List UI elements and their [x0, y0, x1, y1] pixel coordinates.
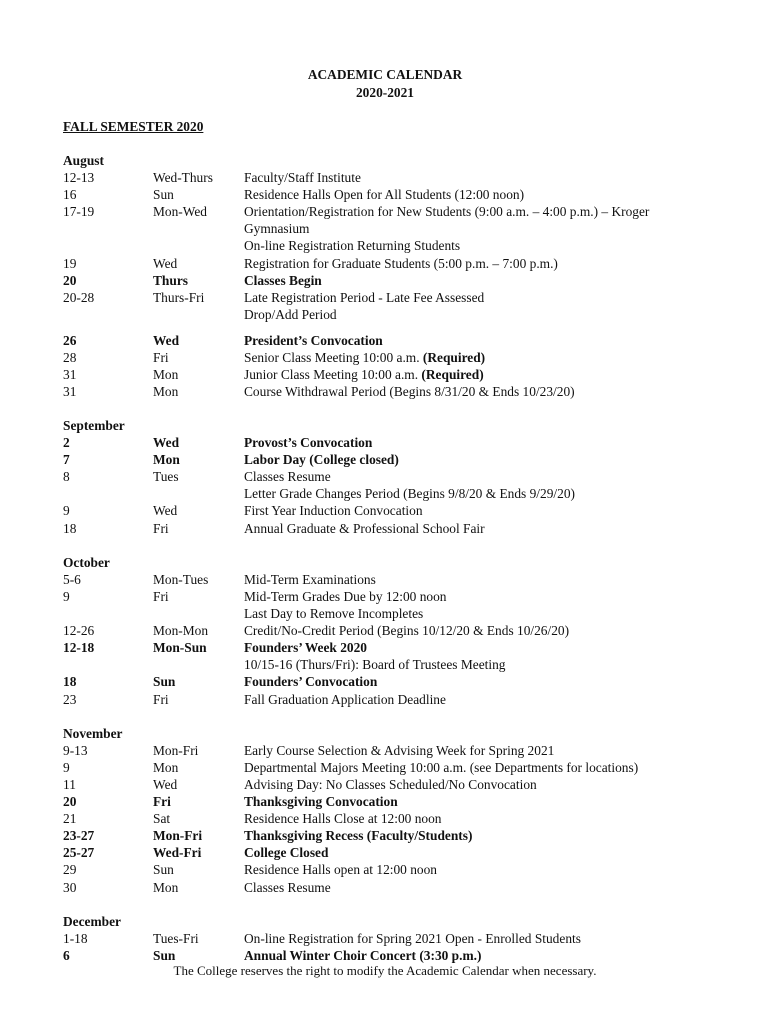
academic-year: 2020-2021: [355, 85, 415, 100]
calendar-row: [63, 366, 753, 383]
calendar-row: [63, 383, 753, 400]
event-description: Senior Class Meeting 10:00 a.m. (Required): [244, 349, 486, 365]
calendar-row: [63, 588, 753, 605]
event-weekday: Fri: [153, 588, 169, 604]
calendar-row: [63, 255, 753, 272]
calendar-row: [63, 502, 753, 519]
event-description: Annual Graduate & Professional School Fair: [244, 520, 485, 536]
event-date: 16: [63, 187, 77, 203]
calendar-row: [63, 742, 753, 759]
event-date: 9: [63, 759, 70, 775]
event-weekday: Mon-Tues: [153, 571, 209, 587]
calendar-row: [63, 930, 753, 947]
event-description: Labor Day (College closed): [244, 452, 399, 468]
event-description: Residence Halls Close at 12:00 noon: [244, 811, 442, 827]
calendar-row: [63, 203, 753, 220]
event-weekday: Wed: [153, 776, 178, 792]
event-description: Orientation/Registration for New Students (9:00 a.m. – 4:00 p.m.) – Kroger: [244, 204, 650, 220]
calendar-row: [63, 691, 753, 708]
month-heading: October: [63, 554, 110, 570]
calendar-row: [63, 237, 753, 254]
event-weekday: Mon-Fri: [153, 742, 199, 758]
calendar-row: [63, 656, 753, 673]
calendar-row: [63, 639, 753, 656]
event-weekday: Thurs-Fri: [153, 289, 205, 305]
event-description: Credit/No-Credit Period (Begins 10/12/20 & Ends 10/26/20): [244, 623, 570, 639]
event-description: Mid-Term Examinations: [244, 571, 376, 587]
month-heading: September: [63, 418, 125, 433]
event-weekday: Fri: [153, 794, 171, 810]
event-weekday: Wed: [153, 435, 180, 451]
event-date: 30: [63, 879, 77, 895]
calendar-row: [63, 485, 753, 502]
event-date: 12-13: [63, 170, 95, 186]
event-weekday: Mon-Wed: [153, 204, 207, 220]
footer-note: The College reserves the right to modify the Academic Calendar when necessary.: [173, 963, 597, 978]
event-date: 20: [63, 272, 77, 288]
event-description: Founders’ Week 2020: [244, 640, 367, 656]
event-date: 12-18: [63, 640, 95, 656]
event-description: First Year Induction Convocation: [244, 503, 423, 519]
event-description: College Closed: [244, 845, 329, 861]
calendar-row: [63, 793, 753, 810]
event-date: 18: [63, 674, 77, 690]
calendar-row: [63, 776, 753, 793]
event-date: 21: [63, 811, 77, 827]
event-description: Classes Resume: [244, 879, 331, 895]
event-date: 9: [63, 588, 70, 604]
calendar-row: [63, 220, 753, 237]
event-date: 17-19: [63, 204, 95, 220]
event-weekday: Mon: [153, 366, 179, 382]
event-description: Registration for Graduate Students (5:00 p.m. – 7:00 p.m.): [244, 255, 558, 271]
event-date: 12-26: [63, 623, 95, 639]
event-description: 10/15-16 (Thurs/Fri): Board of Trustees Meeting: [244, 657, 506, 673]
event-weekday: Mon: [153, 879, 179, 895]
month-heading: November: [63, 725, 123, 741]
month-heading: August: [63, 153, 104, 168]
event-weekday: Wed: [153, 255, 178, 271]
calendar-row: [63, 827, 753, 844]
event-description: Thanksgiving Convocation: [244, 794, 398, 810]
event-weekday: Sun: [153, 947, 176, 963]
calendar-row: [63, 810, 753, 827]
event-weekday: Fri: [153, 520, 169, 536]
calendar-row: [63, 622, 753, 639]
event-weekday: Fri: [153, 691, 169, 707]
event-description: Advising Day: No Classes Scheduled/No Convocation: [244, 776, 537, 792]
event-weekday: Wed: [153, 332, 180, 348]
event-date: 18: [63, 520, 77, 536]
event-description: On-line Registration Returning Students: [244, 238, 461, 254]
calendar-row: [63, 468, 753, 485]
event-description: Course Withdrawal Period (Begins 8/31/20 & Ends 10/23/20): [244, 383, 575, 399]
calendar-row: [63, 520, 753, 537]
event-date: 28: [63, 349, 77, 365]
calendar-row: [63, 844, 753, 861]
calendar-row: [63, 434, 753, 451]
event-description: Late Registration Period - Late Fee Assessed: [244, 289, 485, 305]
event-date: 23: [63, 691, 77, 707]
calendar-row: [63, 332, 753, 349]
event-weekday: Sun: [153, 862, 174, 878]
event-date: 19: [63, 255, 77, 271]
event-description: Thanksgiving Recess (Faculty/Students): [244, 828, 473, 844]
event-date: 9: [63, 503, 70, 519]
event-weekday: Mon-Sun: [153, 640, 207, 656]
semester-heading: FALL SEMESTER 2020: [63, 119, 204, 134]
calendar-row: [63, 186, 753, 203]
event-date: 20-28: [63, 289, 95, 305]
event-description: President’s Convocation: [244, 332, 383, 348]
event-description: Classes Begin: [244, 272, 322, 288]
event-description: Founders’ Convocation: [244, 674, 378, 690]
event-description: Provost’s Convocation: [244, 435, 373, 451]
event-date: 31: [63, 366, 77, 382]
event-weekday: Mon: [153, 383, 179, 399]
event-date: 11: [63, 776, 76, 792]
event-date: 26: [63, 332, 77, 348]
event-weekday: Mon-Fri: [153, 828, 203, 844]
event-description: Departmental Majors Meeting 10:00 a.m. (see Departments for locations): [244, 759, 639, 775]
event-description: Classes Resume: [244, 469, 331, 485]
calendar-row: [63, 272, 753, 289]
event-weekday: Tues: [153, 469, 179, 485]
event-weekday: Sat: [153, 811, 171, 827]
event-description: Gymnasium: [244, 221, 310, 237]
event-description: Residence Halls Open for All Students (12:00 noon): [244, 187, 525, 203]
event-description: Letter Grade Changes Period (Begins 9/8/20 & Ends 9/29/20): [244, 486, 575, 502]
event-date: 7: [63, 452, 70, 468]
event-date: 23-27: [63, 828, 95, 844]
event-date: 5-6: [63, 571, 81, 587]
month-heading: December: [63, 913, 121, 929]
event-weekday: Sun: [153, 187, 174, 203]
calendar-row: [63, 861, 753, 878]
event-date: 9-13: [63, 742, 88, 758]
event-description: Early Course Selection & Advising Week for Spring 2021: [244, 742, 555, 758]
calendar-row: [63, 571, 753, 588]
event-weekday: Mon: [153, 759, 179, 775]
event-description: On-line Registration for Spring 2021 Open - Enrolled Students: [244, 930, 581, 946]
document-title: ACADEMIC CALENDAR: [307, 67, 463, 82]
event-description: Annual Winter Choir Concert (3:30 p.m.): [244, 947, 482, 963]
event-description: Drop/Add Period: [244, 306, 337, 322]
calendar-row: [63, 605, 753, 622]
calendar-row: [63, 759, 753, 776]
calendar-row: [63, 349, 753, 366]
calendar-row: [63, 306, 753, 323]
event-description: Residence Halls open at 12:00 noon: [244, 862, 438, 878]
event-description: Faculty/Staff Institute: [244, 170, 361, 186]
calendar-row: [63, 879, 753, 896]
event-weekday: Wed-Thurs: [153, 170, 213, 186]
calendar-row: [63, 673, 753, 690]
event-date: 6: [63, 947, 70, 963]
event-date: 2: [63, 435, 70, 451]
event-weekday: Mon-Mon: [153, 623, 209, 639]
event-description: Fall Graduation Application Deadline: [244, 691, 446, 707]
event-weekday: Tues-Fri: [153, 930, 199, 946]
event-date: 20: [63, 794, 77, 810]
event-date: 1-18: [63, 930, 88, 946]
event-weekday: Mon: [153, 452, 180, 468]
event-description: Last Day to Remove Incompletes: [244, 606, 424, 622]
event-description: Junior Class Meeting 10:00 a.m. (Required): [244, 366, 484, 382]
event-weekday: Wed-Fri: [153, 845, 202, 861]
event-weekday: Wed: [153, 503, 178, 519]
event-weekday: Thurs: [153, 272, 188, 288]
event-description: Mid-Term Grades Due by 12:00 noon: [244, 588, 447, 604]
calendar-list: [63, 152, 753, 964]
event-weekday: Fri: [153, 349, 169, 365]
calendar-row: [63, 451, 753, 468]
event-date: 31: [63, 383, 77, 399]
calendar-row: [63, 289, 753, 306]
calendar-row: [63, 169, 753, 186]
event-date: 29: [63, 862, 77, 878]
event-weekday: Sun: [153, 674, 176, 690]
event-date: 8: [63, 469, 70, 485]
event-date: 25-27: [63, 845, 95, 861]
